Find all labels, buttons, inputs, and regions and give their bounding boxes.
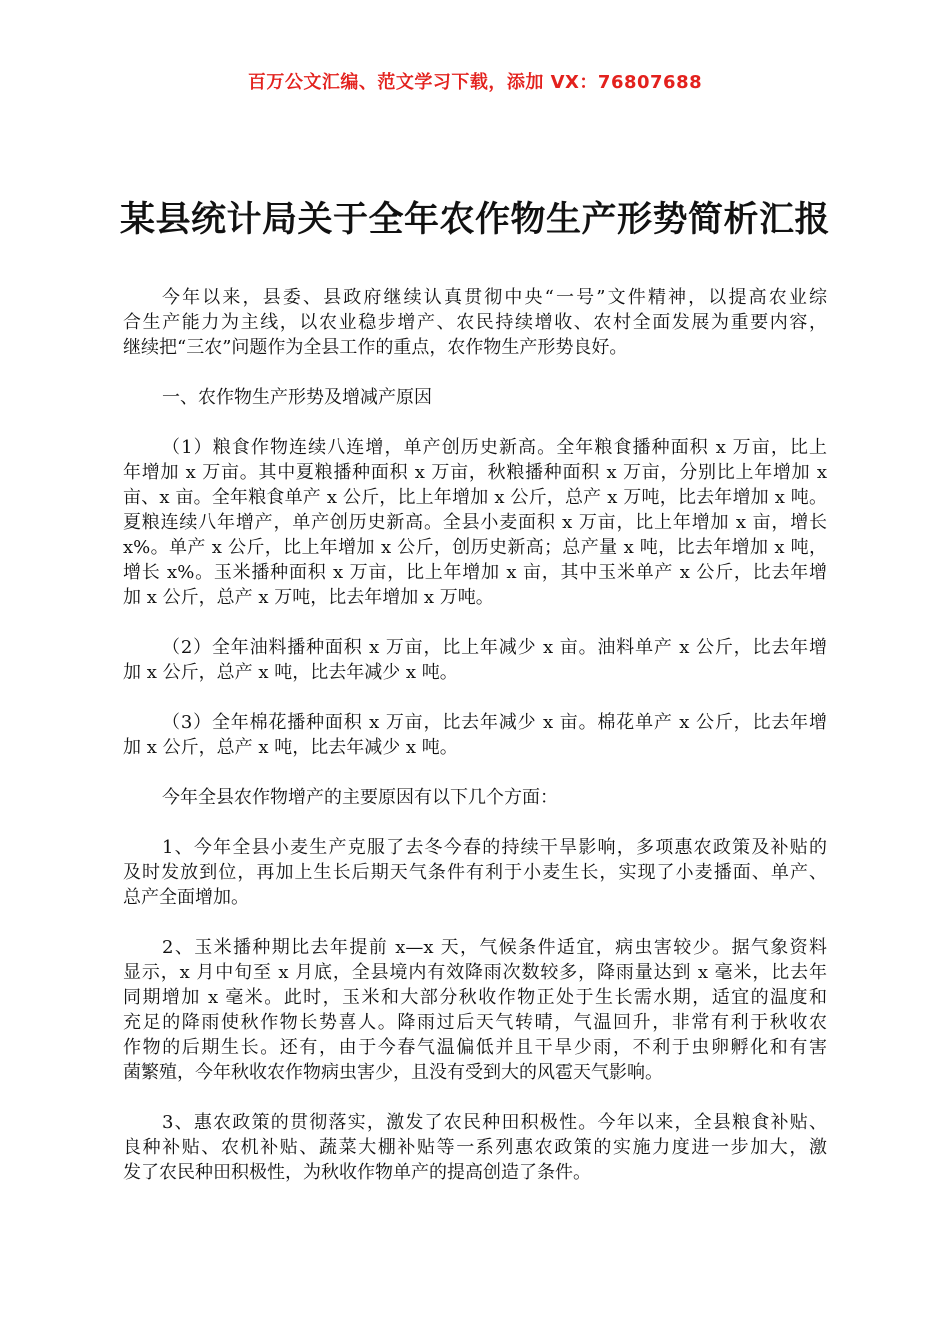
paragraph [123,285,827,360]
text-line: 继续把“三农”问题作为全县工作的重点，农作物生产形势良好。 [123,337,628,358]
paragraph [123,935,827,1085]
text-line: 及时发放到位，再加上生长后期天气条件有利于小麦生长，实现了小麦播面、单产、 [123,862,827,883]
text-line: （2）全年油料播种面积 x 万亩，比上年减少 x 亩。油料单产 x 公斤，比去年增 [162,637,827,658]
text-line: x%。单产 x 公斤，比上年增加 x 公斤，创历史新高；总产量 x 吨，比去年增加 x 吨， [123,537,827,558]
text-line: 加 x 公斤，总产 x 吨，比去年减少 x 吨。 [123,737,458,758]
text-line: 显示，x 月中旬至 x 月底，全县境内有效降雨次数较多，降雨量达到 x 毫米，比去年 [123,962,827,983]
text-line: 3、惠农政策的贯彻落实，激发了农民种田积极性。今年以来，全县粮食补贴、 [162,1112,827,1133]
paragraph [123,710,827,760]
text-line: 今年以来，县委、县政府继续认真贯彻中央“一号”文件精神，以提高农业综 [162,287,827,308]
text-line: 1、今年全县小麦生产克服了去冬今春的持续干旱影响，多项惠农政策及补贴的 [162,837,827,858]
paragraph [123,635,827,685]
text-line: 发了农民种田积极性，为秋收作物单产的提高创造了条件。 [123,1162,591,1183]
text-line: 夏粮连续八年增产，单产创历史新高。全县小麦面积 x 万亩，比上年增加 x 亩，增长 [123,512,827,533]
text-line: 良种补贴、农机补贴、蔬菜大棚补贴等一系列惠农政策的实施力度进一步加大，激 [123,1137,827,1158]
text-line: （3）全年棉花播种面积 x 万亩，比去年减少 x 亩。棉花单产 x 公斤，比去年增 [162,712,827,733]
text-line: （1）粮食作物连续八连增，单产创历史新高。全年粮食播种面积 x 万亩，比上 [162,437,827,458]
text-line: 2、玉米播种期比去年提前 x—x 天，气候条件适宜，病虫害较少。据气象资料 [162,937,827,958]
watermark-header: 百万公文汇编、范文学习下载，添加 VX：76807688 [247,72,703,93]
text-line: 总产全面增加。 [123,887,249,908]
text-line: 加 x 公斤，总产 x 吨，比去年减少 x 吨。 [123,662,458,683]
text-line: 年增加 x 万亩。其中夏粮播种面积 x 万亩，秋粮播种面积 x 万亩，分别比上年增加 x [123,462,827,483]
document-body [123,285,827,1210]
section-heading [123,385,827,410]
text-line: 同期增加 x 毫米。此时，玉米和大部分秋收作物正处于生长需水期，适宜的温度和 [123,987,827,1008]
document-title: 某县统计局关于全年农作物生产形势简析汇报 [119,199,830,240]
text-line: 亩、x 亩。全年粮食单产 x 公斤，比上年增加 x 公斤，总产 x 万吨，比去年增加 x 吨。 [123,487,827,508]
text-line: 作物的后期生长。还有，由于今春气温偏低并且干旱少雨，不利于虫卵孵化和有害 [123,1037,827,1058]
paragraph [123,835,827,910]
text-line: 菌繁殖，今年秋收农作物病虫害少，且没有受到大的风雹天气影响。 [123,1062,663,1083]
text-line: 合生产能力为主线，以农业稳步增产、农民持续增收、农村全面发展为重要内容， [123,312,827,333]
text-line: 一、农作物生产形势及增减产原因 [162,387,432,408]
text-line: 加 x 公斤，总产 x 万吨，比去年增加 x 万吨。 [123,587,494,608]
paragraph [123,1110,827,1185]
text-line: 增长 x%。玉米播种面积 x 万亩，比上年增加 x 亩，其中玉米单产 x 公斤，比去年增 [123,562,827,583]
paragraph [123,435,827,610]
text-line: 充足的降雨使秋作物长势喜人。降雨过后天气转晴，气温回升，非常有利于秋收农 [123,1012,827,1033]
paragraph [123,785,827,810]
text-line: 今年全县农作物增产的主要原因有以下几个方面： [162,787,558,808]
